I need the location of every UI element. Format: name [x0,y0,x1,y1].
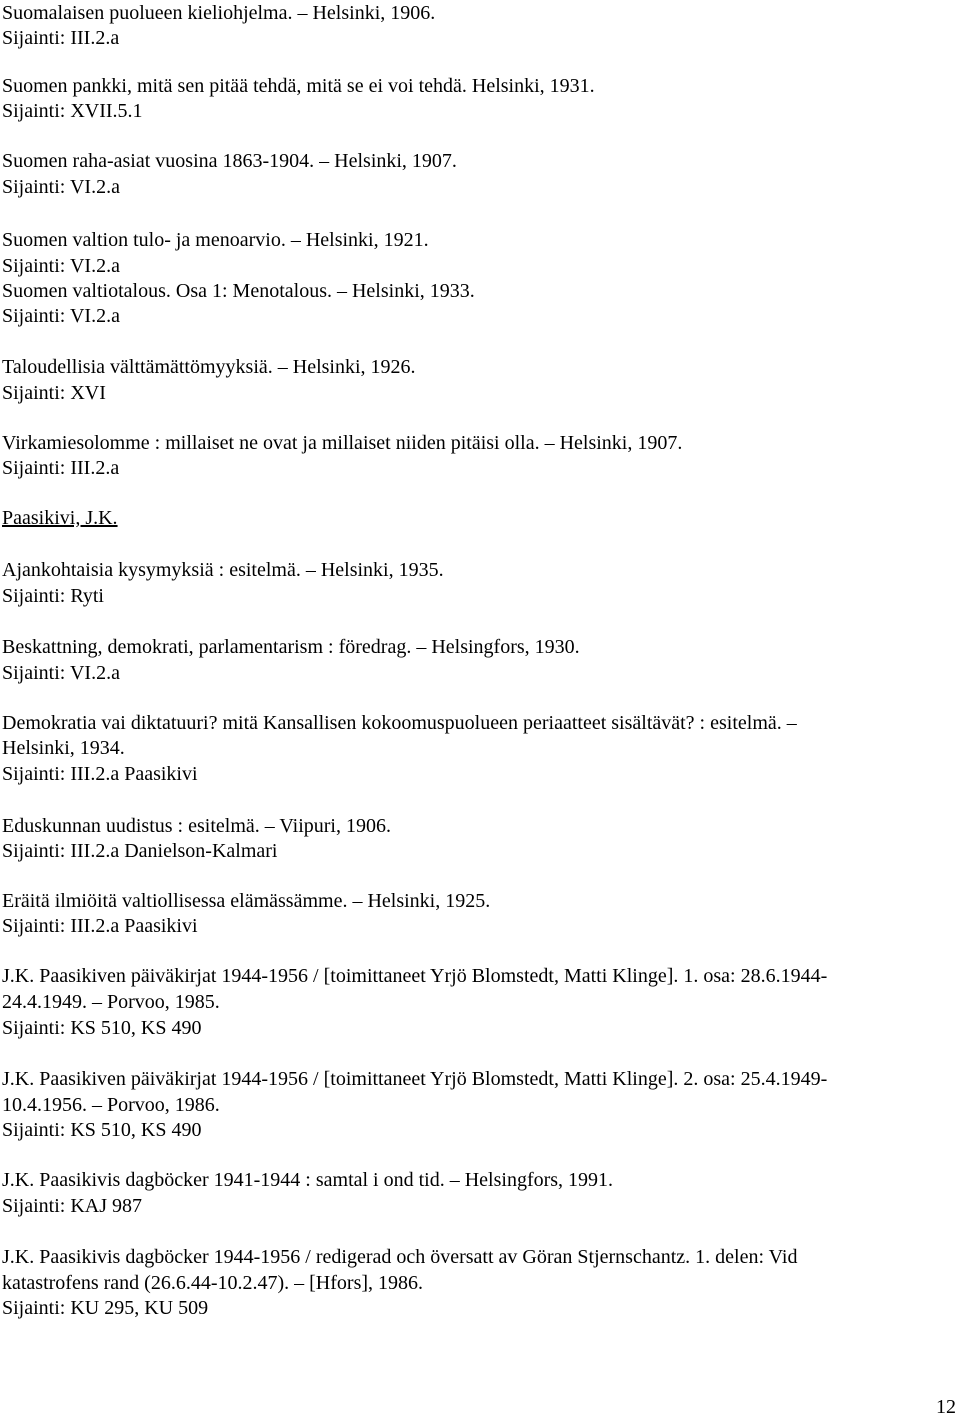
author-entry-title-cont: Helsinki, 1934. [2,737,125,759]
entry-title: Virkamiesolomme : millaiset ne ovat ja millaiset niiden pitäisi olla. – Helsinki, 1907. [2,432,683,454]
author-entry-title: J.K. Paasikiven päiväkirjat 1944-1956 / [toimittaneet Yrjö Blomstedt, Matti Klinge]. 1. osa: 28.6.1944- [2,965,828,987]
author-entry-location: Sijainti: III.2.a Paasikivi [2,763,198,785]
entry-location: Sijainti: XVI [2,382,106,404]
author-entry-title: J.K. Paasikiven päiväkirjat 1944-1956 / [toimittaneet Yrjö Blomstedt, Matti Klinge]. 2. osa: 25.4.1949- [2,1068,828,1090]
author-entry-location: Sijainti: KS 510, KS 490 [2,1017,202,1039]
author-entry-title: Beskattning, demokrati, parlamentarism : föredrag. – Helsingfors, 1930. [2,636,580,658]
author-heading: Paasikivi, J.K. [2,507,118,529]
entry-location: Sijainti: XVII.5.1 [2,100,143,122]
author-entry-title: Demokratia vai diktatuuri? mitä Kansallisen kokoomuspuolueen periaatteet sisältävät? : esitelmä. – [2,712,797,734]
author-entry-title: Eräitä ilmiöitä valtiollisessa elämässämme. – Helsinki, 1925. [2,890,491,912]
author-entry-location: Sijainti: KU 295, KU 509 [2,1297,209,1319]
author-entry-title: J.K. Paasikivis dagböcker 1941-1944 : samtal i ond tid. – Helsingfors, 1991. [2,1169,614,1191]
author-entry-location: Sijainti: Ryti [2,585,104,607]
entry-location: Sijainti: VI.2.a [2,255,120,277]
entry-title: Suomen raha-asiat vuosina 1863-1904. – Helsinki, 1907. [2,150,457,172]
page-number: 12 [936,1396,956,1418]
author-entry-title: J.K. Paasikivis dagböcker 1944-1956 / redigerad och översatt av Göran Stjernschantz. 1. delen: Vid [2,1246,798,1268]
entry-location: Sijainti: III.2.a [2,27,120,49]
entry-location: Sijainti: III.2.a [2,457,120,479]
author-entry-location: Sijainti: KS 510, KS 490 [2,1119,202,1141]
entry-location: Sijainti: VI.2.a [2,305,120,327]
author-entry-location: Sijainti: III.2.a Danielson-Kalmari [2,840,278,862]
author-entry-location: Sijainti: VI.2.a [2,662,120,684]
entry-title: Suomen valtion tulo- ja menoarvio. – Helsinki, 1921. [2,229,429,251]
entry-title: Suomen pankki, mitä sen pitää tehdä, mitä se ei voi tehdä. Helsinki, 1931. [2,75,595,97]
author-entry-title: Eduskunnan uudistus : esitelmä. – Viipuri, 1906. [2,815,391,837]
author-entry-location: Sijainti: III.2.a Paasikivi [2,915,198,937]
author-entry-title-cont: katastrofens rand (26.6.44-10.2.47). – [Hfors], 1986. [2,1272,424,1294]
entry-title: Suomalaisen puolueen kieliohjelma. – Helsinki, 1906. [2,2,436,24]
author-entry-title-cont: 24.4.1949. – Porvoo, 1985. [2,991,220,1013]
author-entry-location: Sijainti: KAJ 987 [2,1195,143,1217]
entry-title: Suomen valtiotalous. Osa 1: Menotalous. – Helsinki, 1933. [2,280,475,302]
entry-title: Taloudellisia välttämättömyyksiä. – Helsinki, 1926. [2,356,416,378]
entry-location: Sijainti: VI.2.a [2,176,120,198]
author-entry-title-cont: 10.4.1956. – Porvoo, 1986. [2,1094,220,1116]
author-entry-title: Ajankohtaisia kysymyksiä : esitelmä. – Helsinki, 1935. [2,559,444,581]
